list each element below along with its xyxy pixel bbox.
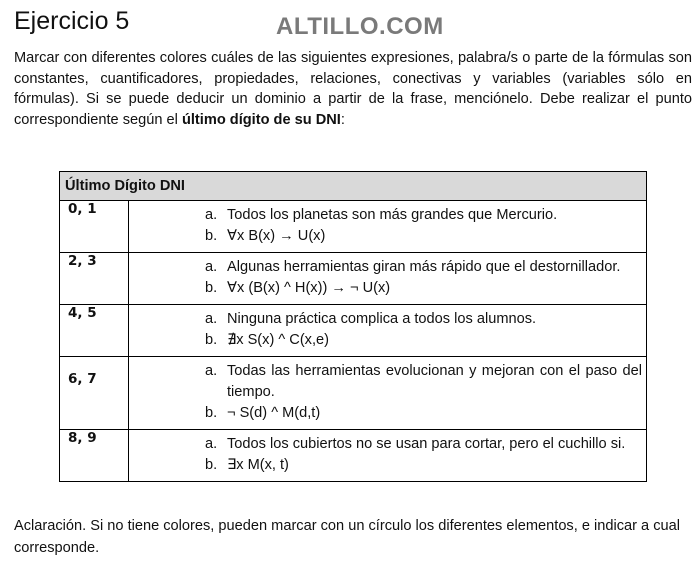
dni-table <box>59 171 647 482</box>
table-row <box>60 357 647 430</box>
table-row <box>60 253 647 305</box>
item-letter: b. <box>205 228 218 244</box>
list-item <box>129 361 642 403</box>
list-item <box>129 309 642 330</box>
item-text: Ninguna práctica complica a todos los alumnos. <box>227 311 537 327</box>
digit-cell: 4, 5 <box>60 305 129 357</box>
item-text: ∀x B(x) → U(x) <box>227 228 326 244</box>
item-letter: b. <box>205 457 218 473</box>
item-text: ∀x (B(x) ^ H(x)) → ¬ U(x) <box>227 280 391 296</box>
watermark: ALTILLO.COM <box>276 13 444 40</box>
table-row <box>60 201 647 253</box>
item-text: Todos los planetas son más grandes que Mercurio. <box>227 207 558 223</box>
item-text: Todos los cubiertos no se usan para cortar, pero el cuchillo si. <box>227 436 626 452</box>
instructions-end: : <box>340 111 345 128</box>
items-cell <box>129 357 647 430</box>
table-row <box>60 430 647 482</box>
list-item <box>129 330 642 351</box>
item-letter: b. <box>205 405 218 421</box>
title-row <box>14 6 694 40</box>
item-letter: a. <box>205 311 218 327</box>
table-header-row <box>60 172 647 201</box>
instructions-text: Marcar con diferentes colores cuáles de las siguientes expresiones, palabra/s o parte de la fórmulas son constantes, cuantificadores, propiedades, relaciones, conectivas y variables (variables sólo en fórmulas). Si se puede deducir un dominio a partir de la frase, menciónelo. Debe realizar el punto correspondiente según el <box>14 50 692 128</box>
item-letter: a. <box>205 363 218 379</box>
clarification-note: Aclaración. Si no tiene colores, pueden marcar con un círculo los diferentes elementos, e indicar a cual corresponde. <box>14 518 680 556</box>
list-item <box>129 278 642 299</box>
instructions-paragraph <box>14 48 692 130</box>
item-letter: a. <box>205 259 218 275</box>
items-cell <box>129 430 647 482</box>
items-cell <box>129 201 647 253</box>
item-letter: a. <box>205 207 218 223</box>
list-item <box>129 403 642 424</box>
list-item <box>129 226 642 247</box>
digit-cell: 8, 9 <box>60 430 129 482</box>
item-letter: b. <box>205 280 218 296</box>
items-cell <box>129 305 647 357</box>
table-row <box>60 305 647 357</box>
item-letter: b. <box>205 332 218 348</box>
item-text: ∄x S(x) ^ C(x,e) <box>227 332 330 348</box>
list-item <box>129 257 642 278</box>
item-letter: a. <box>205 436 218 452</box>
instructions-bold: último dígito de su DNI <box>181 111 341 128</box>
list-item <box>129 434 642 455</box>
item-text: Algunas herramientas giran más rápido que el destornillador. <box>227 259 621 275</box>
list-item <box>129 205 642 226</box>
digit-cell: 0, 1 <box>60 201 129 253</box>
digit-cell: 6, 7 <box>60 357 129 430</box>
list-item <box>129 455 642 476</box>
item-text: Todas las herramientas evolucionan y mejoran con el paso del tiempo. <box>227 363 642 400</box>
item-text: ∃x M(x, t) <box>227 457 289 473</box>
item-text: ¬ S(d) ^ M(d,t) <box>227 405 321 421</box>
table-header: Último Dígito DNI <box>60 172 647 201</box>
digit-cell: 2, 3 <box>60 253 129 305</box>
page-title: Ejercicio 5 <box>14 7 130 35</box>
items-cell <box>129 253 647 305</box>
